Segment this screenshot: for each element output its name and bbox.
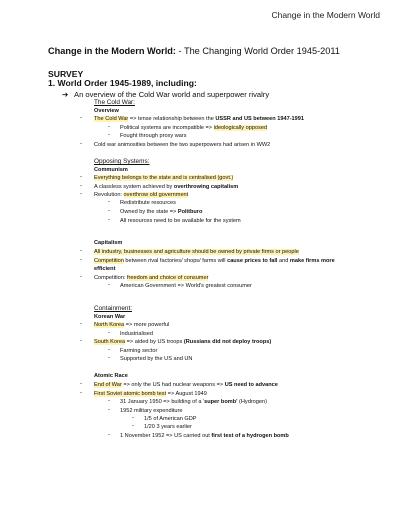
dash-icon: -	[108, 432, 110, 438]
dash-icon: -	[80, 174, 82, 180]
list-item: 1952 military expenditure	[120, 408, 183, 414]
dash-icon: -	[108, 355, 110, 361]
list-item: 1/20 3 years earlier	[144, 424, 192, 430]
dash-icon: -	[108, 208, 110, 214]
dash-icon: -	[108, 398, 110, 404]
dash-icon: -	[108, 199, 110, 205]
dash-icon: -	[132, 423, 134, 429]
capitalism-subheading: Capitalism	[94, 240, 123, 246]
dash-icon: -	[132, 415, 134, 421]
cold-war-heading: The Cold War:	[94, 99, 135, 106]
list-item: Fought through proxy wars	[120, 133, 187, 139]
dash-icon: -	[80, 115, 82, 121]
list-item: Competition: freedom and choice of consumer	[94, 275, 209, 281]
list-item: 1 November 1952 => US carried out first test of a hydrogen bomb	[120, 433, 289, 439]
document-title	[48, 46, 340, 56]
dash-icon: -	[108, 132, 110, 138]
list-item: Industrialised	[120, 331, 153, 337]
dash-icon: -	[80, 183, 82, 189]
running-header: Change in the Modern World	[271, 10, 380, 20]
list-item-continuation: efficient	[94, 266, 116, 272]
korean-war-subheading: Korean War	[94, 314, 126, 320]
list-item: The Cold War => tense relationship between the USSR and US between 1947-1991	[94, 116, 304, 122]
list-item: Revolution: overthrow old government	[94, 192, 189, 198]
dash-icon: -	[108, 407, 110, 413]
list-item: 31 January 1950 => building of a 'super bomb' (Hydrogen)	[120, 399, 267, 405]
atomic-race-subheading: Atomic Race	[94, 373, 128, 379]
list-item: End of War => only the US had nuclear weapons => US need to advance	[94, 382, 278, 388]
dash-icon: -	[80, 321, 82, 327]
list-item: All resources need to be available for the system	[120, 218, 241, 224]
dash-icon: -	[80, 274, 82, 280]
list-item: Cold war animosities between the two superpowers had arisen in WW2	[94, 142, 271, 148]
list-item: American Government => World's greatest consumer	[120, 283, 252, 289]
dash-icon: -	[108, 347, 110, 353]
dash-icon: -	[80, 191, 82, 197]
list-item: A classless system achieved by overthrowing capitalism	[94, 184, 239, 190]
dash-icon: -	[80, 248, 82, 254]
list-item: Competition between rival factories/ shops/ farms will cause prices to fall and make firms more	[94, 258, 335, 264]
dash-icon: -	[80, 141, 82, 147]
list-item: North Korea => more powerful	[94, 322, 170, 328]
list-item: Supported by the US and UN	[120, 356, 193, 362]
list-item: First Soviet atomic bomb test => August 1949	[94, 391, 207, 397]
dash-icon: -	[80, 390, 82, 396]
title-bold: Change in the Modern World:	[48, 46, 176, 56]
dash-icon: -	[108, 217, 110, 223]
opposing-heading: Opposing Systems:	[94, 158, 150, 165]
dash-icon: -	[80, 381, 82, 387]
overview-line: ➔ An overview of the Cold War world and superpower rivalry	[62, 90, 270, 99]
list-item: Political systems are incompatible => ideologically opposed	[120, 125, 268, 131]
overview-subheading: Overview	[94, 108, 119, 114]
dash-icon: -	[108, 282, 110, 288]
list-item: Farming sector	[120, 348, 158, 354]
dash-icon: -	[80, 338, 82, 344]
dash-icon: -	[108, 124, 110, 130]
title-rest: - The Changing World Order 1945-2011	[175, 46, 340, 56]
survey-heading: SURVEY	[48, 69, 84, 79]
list-item: Everything belongs to the state and is centralised (govt.)	[94, 175, 234, 181]
list-item: All industry, businesses and agriculture should be owned by private firms or people	[94, 249, 299, 255]
list-item: Redistribute resources	[120, 200, 176, 206]
list-item: South Korea => aided by US troops (Russians did not deploy troops)	[94, 339, 272, 345]
arrow-icon: ➔	[62, 90, 69, 99]
dash-icon: -	[108, 330, 110, 336]
list-item: Owned by the state => Politburo	[120, 209, 203, 215]
dash-icon: -	[80, 257, 82, 263]
communism-subheading: Communism	[94, 167, 128, 173]
list-item: 1/5 of American GDP	[144, 416, 197, 422]
containment-heading: Containment:	[94, 305, 133, 312]
section-heading: 1. World Order 1945-1989, including:	[48, 78, 197, 88]
